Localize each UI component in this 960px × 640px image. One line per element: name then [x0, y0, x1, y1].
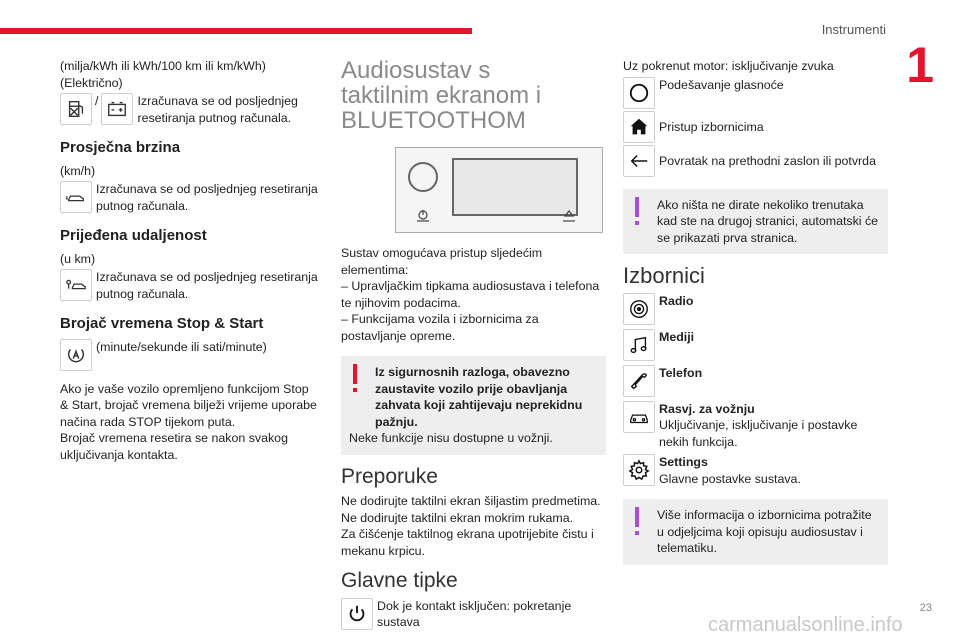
screen-illustration: [452, 158, 578, 216]
menu-item-rasvjeta: [623, 401, 888, 451]
power-row: [341, 598, 606, 631]
menu-telefon-label: Telefon: [659, 365, 703, 380]
section-title-line-2: taktilnim ekranom i: [341, 82, 542, 109]
menu-access-text: Pristup izbornicima: [659, 119, 764, 134]
warning-box: [341, 356, 606, 455]
column-3: [623, 58, 888, 565]
phone-icon: [623, 365, 655, 397]
stopstart-para-2: Brojač vremena resetira se nakon svakog uključivanja kontakta.: [60, 431, 288, 462]
header-title: Instrumenti: [821, 22, 886, 37]
units-line-2: (Električno): [60, 75, 123, 90]
glavne-tipke-title: Glavne tipke: [341, 569, 458, 592]
home-icon: [623, 111, 655, 143]
distance-unit: (u km): [60, 251, 96, 266]
izbornici-title: Izbornici: [623, 263, 705, 288]
engine-text: Uz pokrenut motor: isključivanje zvuka: [623, 59, 834, 73]
menu-item-settings: [623, 454, 888, 487]
settings-gear-icon: [623, 454, 655, 486]
menu-settings-label: Settings: [659, 455, 708, 469]
avg-speed-title: Prosječna brzina: [60, 139, 181, 156]
stopstart-para: Ako je vaše vozilo opremljeno funkcijom Stop & Start, brojač vremena bilježi vrijeme uporabe načina rada STOP tijekom puta.: [60, 381, 317, 429]
stopstart-title: Brojač vremena Stop & Start: [60, 315, 264, 332]
menu-item-mediji: [623, 329, 888, 361]
column-1: [60, 58, 320, 463]
info-box-1: [623, 189, 888, 255]
menu-rasvjeta-desc: Uključivanje, isključivanje i postavke nekih funkcija.: [659, 418, 858, 449]
stop-start-icon: [60, 339, 92, 371]
warning-text: Neke funkcije nisu dostupne u vožnji.: [349, 431, 553, 445]
car-lights-icon: [623, 401, 655, 433]
stopstart-unit: (minute/sekunde ili sati/minute): [96, 339, 267, 354]
fuel-pump-icon: [60, 93, 92, 125]
column-2: [341, 58, 606, 631]
menu-item-radio: [623, 293, 888, 325]
car-distance-icon: [60, 269, 92, 301]
preporuke-1: Ne dodirujte taktilni ekran šiljastim predmetima.: [341, 494, 601, 508]
music-note-icon: [623, 329, 655, 361]
info-text-2: Više informacija o izbornicima potražite u odjeljcima koji opisuju audiosustav i telematiku.: [657, 508, 872, 555]
back-arrow-icon: [623, 145, 655, 177]
menu-settings-text: [659, 454, 801, 487]
consumption-text: Izračunava se od posljednjeg resetiranja putnog računala.: [137, 94, 298, 125]
section-title-line-3: BLUETOOTHOM: [341, 107, 526, 134]
menu-item-telefon: [623, 365, 888, 397]
menu-settings-desc: Glavne postavke sustava.: [659, 471, 801, 486]
menu-rasvjeta-label: Rasvj. za vožnju: [659, 401, 755, 416]
section-title-line-1: Audiosustav s: [341, 57, 491, 84]
slash-separator: /: [95, 94, 99, 108]
volume-knob-icon: [623, 77, 655, 109]
distance-title: Prijeđena udaljenost: [60, 227, 207, 244]
back-row: [623, 145, 888, 177]
eject-button-illustration: [562, 210, 576, 222]
audio-unit-illustration: [395, 147, 603, 233]
power-icon: [341, 598, 373, 630]
menu-access-row: [623, 111, 888, 143]
warning-icon: [353, 364, 357, 384]
chapter-number: 1: [906, 37, 934, 93]
menu-rasvjeta-text: [659, 401, 888, 451]
section-title: [341, 58, 606, 133]
watermark: carmanualsonline.info: [708, 614, 903, 636]
info-icon: [635, 197, 639, 217]
volume-text: Podešavanje glasnoće: [659, 77, 784, 92]
preporuke-3: Za čišćenje taktilnog ekrana upotrijebite čistu i mekanu krpicu.: [341, 527, 594, 558]
power-button-illustration: [416, 210, 430, 222]
avg-speed-text: Izračunava se od posljednjeg resetiranja putnog računala.: [96, 182, 318, 213]
units-line-1: (milja/kWh ili kWh/100 km ili km/kWh): [60, 59, 266, 73]
back-text: Povratak na prethodni zaslon ili potvrda: [659, 153, 876, 168]
distance-row: [60, 269, 320, 302]
intro-text: Sustav omogućava pristup sljedećim elementima:: [341, 246, 543, 277]
warning-bold-text: Iz sigurnosnih razloga, obavezno zaustavite vozilo prije obavljanja zahvata koji zahtijevaju neprekidnu pažnju.: [375, 365, 583, 429]
battery-icon: [101, 93, 133, 125]
power-text: Dok je kontakt isključen: pokretanje sustava: [377, 598, 572, 629]
distance-text: Izračunava se od posljednjeg resetiranja putnog računala.: [96, 270, 318, 301]
page-number: 23: [919, 602, 932, 614]
avg-speed-row: [60, 181, 320, 214]
info-text-1: Ako ništa ne dirate nekoliko trenutaka kad ste na drugoj stranici, automatski će se prikazati prva stranica.: [657, 197, 879, 245]
volume-row: [623, 77, 888, 109]
header-accent-bar: [0, 28, 472, 34]
info-box-2: [623, 499, 888, 565]
menu-mediji-label: Mediji: [659, 329, 695, 344]
stopstart-row: [60, 339, 320, 371]
preporuke-title: Preporuke: [341, 464, 438, 488]
preporuke-2: Ne dodirujte taktilni ekran mokrim rukama.: [341, 510, 574, 525]
radio-icon: [623, 293, 655, 325]
bullet-1: – Upravljačkim tipkama audiosustava i telefona te njihovim podacima.: [341, 279, 600, 310]
info-icon: [635, 507, 639, 527]
bullet-2: – Funkcijama vozila i izbornicima za postavljanje opreme.: [341, 312, 539, 343]
menu-radio-label: Radio: [659, 293, 694, 308]
car-speed-icon: [60, 181, 92, 213]
avg-speed-unit: (km/h): [60, 163, 96, 178]
volume-knob-illustration: [408, 162, 438, 192]
consumption-row: [60, 93, 320, 126]
